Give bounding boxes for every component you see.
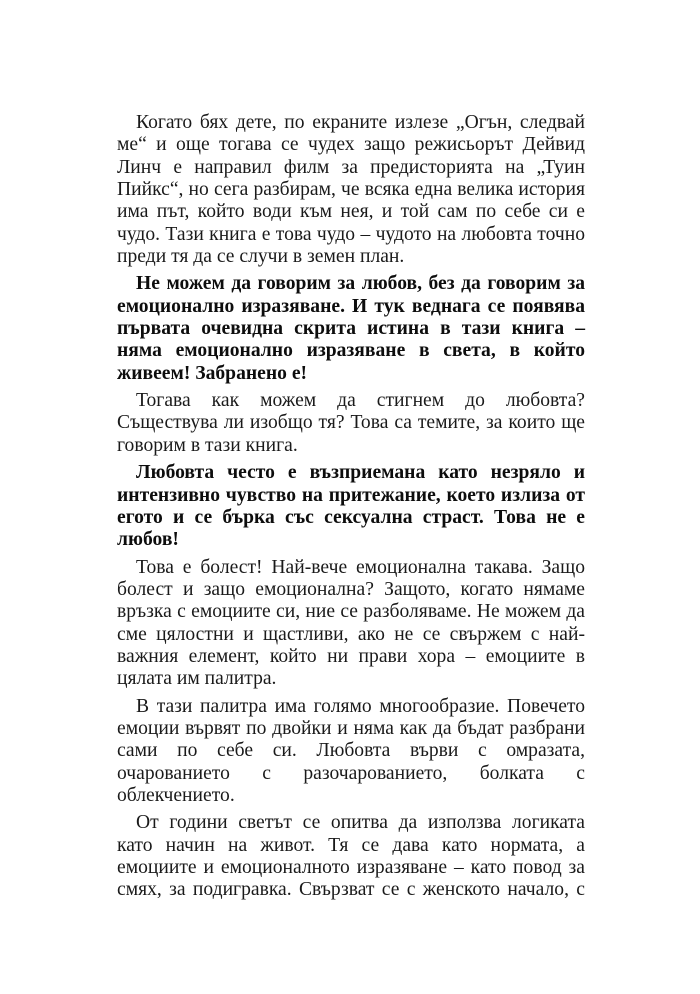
paragraph-3: Тогава как можем да стигнем до любовта? Съществува ли изобщо тя? Това са темите, за които ще говорим в тази книга. [117, 390, 585, 456]
paragraph-2-bold: Не можем да говорим за любов, без да говорим за емоционално изразяване. И тук веднага се появява първата очевидна скрита истина в тази книга – няма емоционално изразяване в света, в който живеем! Забранено е! [117, 273, 585, 384]
paragraph-1: Когато бях дете, по екраните излезе „Огън, следвай ме“ и още тогава се чудех защо режисьорът Дейвид Линч е направил филм за предисторията на „Туин Пийкс“, но сега разбирам, че всяка една велика история има път, който води към нея, и той сам по себе си е чудо. Тази книга е това чудо – чудото на любовта точно преди тя да се случи в земен план. [117, 112, 585, 268]
paragraph-6: В тази палитра има голямо многообразие. Повечето емоции вървят по двойки и няма как да бъдат разбрани сами по себе си. Любовта върви с омразата, очарованието с разочарованието, болката с облекчението. [117, 695, 585, 806]
paragraph-4-bold: Любовта често е възприемана като незряло и интензивно чувство на притежание, което излиза от егото и се бърка със сексуална страст. Това не е любов! [117, 462, 585, 551]
paragraph-7: От години светът се опитва да използва логиката като начин на живот. Тя се дава като нормата, а емоциите и емоционалното изразяване – като повод за смях, за подигравка. Свързват се с женското начало, с [117, 812, 585, 901]
paragraph-5: Това е болест! Най-вече емоционална такава. Защо болест и защо емоционална? Защото, когато нямаме връзка с емоциите си, ние се разболяваме. Не можем да сме цялостни и щастливи, ако не се свържем с най-важния елемент, който ни прави хора – емоциите в цялата им палитра. [117, 556, 585, 690]
page-text [117, 112, 585, 907]
